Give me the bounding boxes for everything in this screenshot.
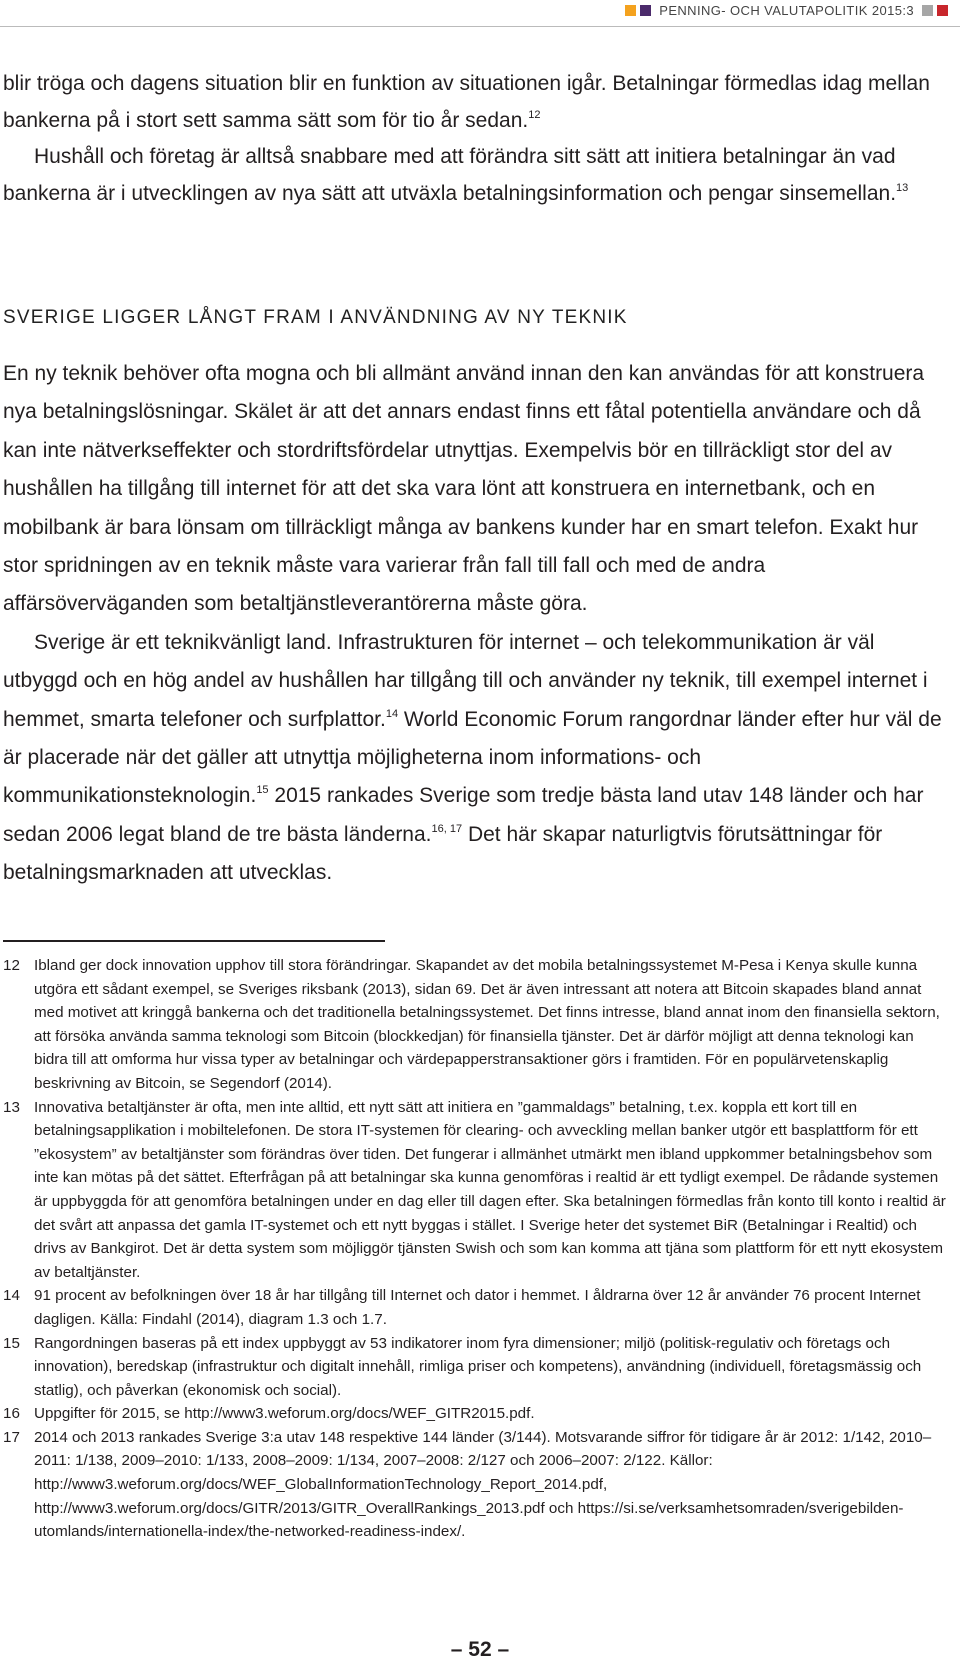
- top-paragraphs: [3, 66, 948, 212]
- footnote-ref-13[interactable]: 13: [896, 181, 909, 194]
- footnote-number: 16: [3, 1405, 20, 1423]
- footnote-text: 2014 och 2013 rankades Sverige 3:a utav 148 respektive 144 länder (3/144). Motsvarande siffror för tidigare år är 2012: 1/142, 2010–2011: 1/138, 2009–2010: 1/133, 2008–2009: 1/134, 2007–2008: 2/127 och 2006–2007: 2/122. Källor: http://www3.weforum.org/docs/WEF_GlobalInformationTechnology_Report_2014.pdf, http://www3.weforum.org/docs/GITR/2013/GITR_OverallRankings_2013.pdf och https://si.se/verksamhetsomraden/sverigebilden-utomlands/internationella-index/the-networked-readiness-index/.: [34, 1428, 932, 1541]
- footnote-12: [3, 954, 948, 1096]
- paragraph-sweden: Sverige är ett teknikvänligt land. Infrastrukturen för internet – och telekommunikation är väl utbyggd och en hög andel av hushållen har tillgång till och använder ny teknik, till exempel internet i hemmet, smarta telefoner och surfplattor.$^{14}$ World Economic Forum rangordnar länder efter hur väl de är placerade när det gäller att utnyttja möjligheterna inom informations- och kommunikationsteknologin.$^{15}$ 2015 rankades Sverige som tredje bästa land utav 148 länder och har sedan 2006 legat bland de tre bästa länderna.$^{16, 17}$ Det här skapar naturligtvis förutsättningar för betalningsmarknaden att utvecklas.: [3, 630, 942, 885]
- footnote-number: 14: [3, 1287, 20, 1305]
- footnote-number: 17: [3, 1428, 20, 1446]
- footnote-text: 91 procent av befolkningen över 18 år har tillgång till Internet och dator i hemmet. I åldrarna över 12 år använder 76 procent Internet dagligen. Källa: Findahl (2014), diagram 1.3 och 1.7.: [34, 1287, 921, 1328]
- footnote-text: Rangordningen baseras på ett index uppbyggt av 53 indikatorer inom fyra dimensioner; miljö (politisk-regulativ och företags och innovation), beredskap (infrastruktur och digitalt innehåll, rimliga priser och kompetens), användning (individuell, företagsmässig och statlig), och påverkan (ekonomisk och social).: [34, 1334, 922, 1399]
- footnote-text: Ibland ger dock innovation upphov till stora förändringar. Skapandet av det mobila betalningssystemet M-Pesa i Kenya skulle kunna utgöra ett sådant exempel, se Sveriges riksbank (2013), sidan 69. Det är även intressant att notera att Bitcoin skapades bland annat med motivet att kringgå bankerna och det traditionella betalningssystemet. Det finns intresse, bland annat inom den finansiella sektorn, att försöka använda samma teknologi som Bitcoin (blockkedjan) för finansiella tjänster. Det är därför möjligt att denna teknologi kan bidra till att omforma hur vissa typer av betalningar och värdepapperstransaktioner görs i framtiden. För en populärvetenskaplig beskrivning av Bitcoin, se Segendorf (2014).: [34, 957, 940, 1092]
- paragraph-new-technology: En ny teknik behöver ofta mogna och bli allmänt använd innan den kan användas för att konstruera nya betalningslösningar. Skälet är att det annars endast finns ett fåtal potentiella användare och då kan inte nätverkseffekter och stordriftsfördelar utnyttjas. Exempelvis bör en tillräckligt stor del av hushållen ha tillgång till internet för att det ska vara lönt att konstruera en internetbank, och en mobilbank är bara lönsam om tillräckligt många av bankens kunder har en smart telefon. Exakt hur stor spridningen av en teknik måste vara varierar från fall till fall och med de andra affärsöverväganden som betaltjänstleverantörerna måste göra.: [3, 362, 925, 616]
- header-divider: [0, 26, 960, 27]
- footnote-14: [3, 1284, 948, 1331]
- footnotes: [3, 954, 948, 1544]
- paragraph-continuation: blir tröga och dagens situation blir en funktion av situationen igår. Betalningar förmedlas idag mellan bankerna på i stort sett samma sätt som för tio år sedan.$^{12}$: [3, 72, 930, 132]
- footnote-ref-15[interactable]: 15: [256, 784, 269, 797]
- header-square-gray: [922, 5, 933, 16]
- section-body: [3, 355, 948, 893]
- running-header: [625, 3, 948, 18]
- footnote-15: [3, 1332, 948, 1403]
- header-square-purple: [640, 5, 651, 16]
- footnote-number: 12: [3, 957, 20, 974]
- header-title: PENNING- OCH VALUTAPOLITIK 2015:3: [659, 3, 914, 18]
- footnote-ref-14[interactable]: 14: [385, 707, 399, 720]
- footnote-13: [3, 1096, 948, 1285]
- footnote-text: Innovativa betaltjänster är ofta, men inte alltid, ett nytt sätt att initiera en ”gammaldags” betalning, t.ex. koppla ett kort till en betalningsapplikation i mobiltelefonen. De stora IT-systemen för clearing- och avveckling mellan banker utgör ett basplattform för ett ”ekosystem” av betaltjänster som förändras över tiden. Det fungerar i allmänhet utmärkt men ibland uppkommer betalningsbehov som inte kan mötas på det sättet. Efterfrågan på att betalningar ska kunna genomföras i realtid är ett tydligt exempel. De rådande systemen är uppbyggda för att genomföra betalningen under en dag eller till dagen efter. Ska betalningen förmedlas från konto till konto i realtid är det svårt att anpassa det gamla IT-systemet och ett nytt byggas i stället. I Sverige heter det systemet BiR (Betalningar i Realtid) och drivs av Bankgirot. Det är detta system som möjliggör tjänsten Swish och som kan komma att tjäna som plattform för ett nytt ekosystem av betaltjänster.: [34, 1098, 946, 1281]
- header-square-orange: [625, 5, 636, 16]
- footnote-text: Uppgifter för 2015, se http://www3.weforum.org/docs/WEF_GITR2015.pdf.: [34, 1405, 535, 1423]
- footnote-17: [3, 1426, 948, 1544]
- footnote-ref-12[interactable]: 12: [528, 108, 541, 121]
- footnote-number: 15: [3, 1334, 20, 1352]
- page-number: – 52 –: [450, 1638, 510, 1661]
- footnote-number: 13: [3, 1098, 20, 1116]
- section-heading: SVERIGE LIGGER LÅNGT FRAM I ANVÄNDNING AV NY TEKNIK: [3, 307, 628, 328]
- footnote-ref-16-17[interactable]: 16, 17: [431, 822, 463, 835]
- footnote-rule: [3, 940, 385, 942]
- paragraph-households: Hushåll och företag är alltså snabbare med att förändra sitt sätt att initiera betalningar än vad bankerna är i utvecklingen av nya sätt att utväxla betalningsinformation och pengar sinsemellan.$^{13}$: [3, 145, 909, 205]
- footnote-16: [3, 1402, 948, 1426]
- header-square-red: [937, 5, 948, 16]
